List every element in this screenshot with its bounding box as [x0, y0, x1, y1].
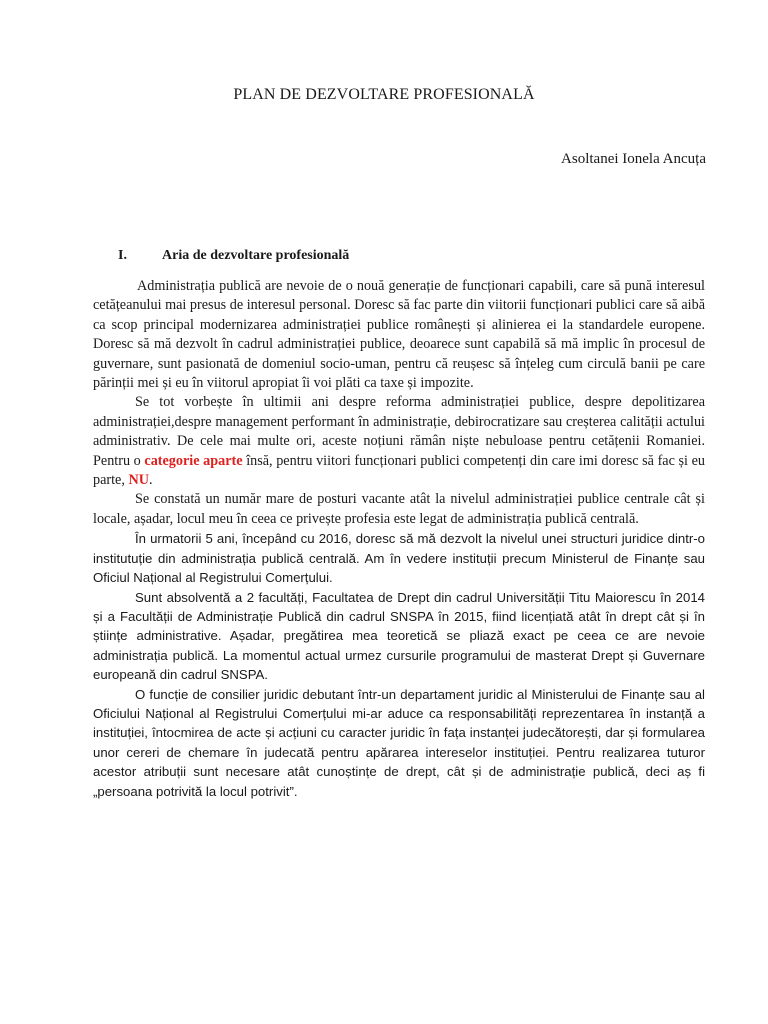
author-name: Asoltanei Ionela Ancuța	[561, 151, 706, 167]
section-title: Aria de dezvoltare profesională	[162, 248, 350, 263]
paragraph: În urmatorii 5 ani, începând cu 2016, doresc să mă dezvolt la nivelul unei structuri juridice dintr-o institutuție din administrația publică centrală. Am în vedere instituții precum Ministerul de Finanțe sau Oficiul Național al Registrului Comerțului.	[93, 531, 705, 586]
paragraph: Se constată un număr mare de posturi vacante atât la nivelul administrației publice centrale cât și locale, așadar, locul meu în ceea ce privește profesia este legat de administrația publică centrală.	[93, 491, 705, 527]
paragraph: O funcție de consilier juridic debutant într-un departament juridic al Ministerului de Finanțe sau al Oficiului Național al Registrului Comerțului mi-ar aduce ca responsabilități reprezentarea în instanță a instituției, întocmirea de acte și acțiuni cu caracter juridic în fața instanței judecătorești, dar și formularea unor cereri de chemare în judecată pentru apărarea intereselor instituției. Pentru realizarea tuturor acestor atribuții sunt necesare atât cunoștințe de drept, cât și de administrație publică, deci aș fi „persoana potrivită la locul potrivit”.	[93, 686, 705, 799]
paragraph: Se tot vorbește în ultimii ani despre reforma administrației publice, despre depolitizarea administrației,despre management performant în administrație, debirocratizare sau creșterea calității actului administrativ. De cele mai multe ori, aceste noțiuni rămân niște nebuloase pentru cetățenii Romaniei. Pentru o categorie aparte însă, pentru viitori funcționari publici competenți din care imi doresc să fac și eu parte, NU.	[93, 394, 705, 489]
document-body	[93, 277, 705, 801]
paragraph: Administrația publică are nevoie de o nouă generație de funcționari capabili, care să pună interesul cetățeanului mai presus de interesul personal. Doresc să fac parte din viitorii funcționari publici care să aibă ca scop principal modernizarea administrației publice românești și alinierea ei la standardele europene. Doresc să mă dezvolt în cadrul administrației publice, deoarece sunt capabilă să mă implic în procesul de guvernare, sunt pasionată de domeniul socio-uman, pentru că reușesc să înțeleg cum circulă banii pe care părinții mei și eu în viitorul apropiat îi voi plăti ca taxe și impozite.	[93, 278, 705, 392]
highlight-text: categorie aparte	[144, 452, 243, 469]
section-heading	[118, 248, 349, 264]
paragraph: Sunt absolventă a 2 facultăți, Facultatea de Drept din cadrul Universității Titu Maiorescu în 2014 și a Facultății de Administrație Publică din cadrul SNSPA în 2015, fiind licențiată atât în drept cât și în științe administrative. Așadar, pregătirea mea teoretică se pliază exact pe ceea ce are nevoie administrația publică. La momentul actual urmez cursurile programului de masterat Drept și Guvernare europeană din cadrul SNSPA.	[93, 589, 705, 683]
document-title: PLAN DE DEZVOLTARE PROFESIONALĂ	[233, 86, 535, 103]
highlight-text: NU	[128, 472, 149, 489]
section-number: I.	[118, 248, 127, 263]
